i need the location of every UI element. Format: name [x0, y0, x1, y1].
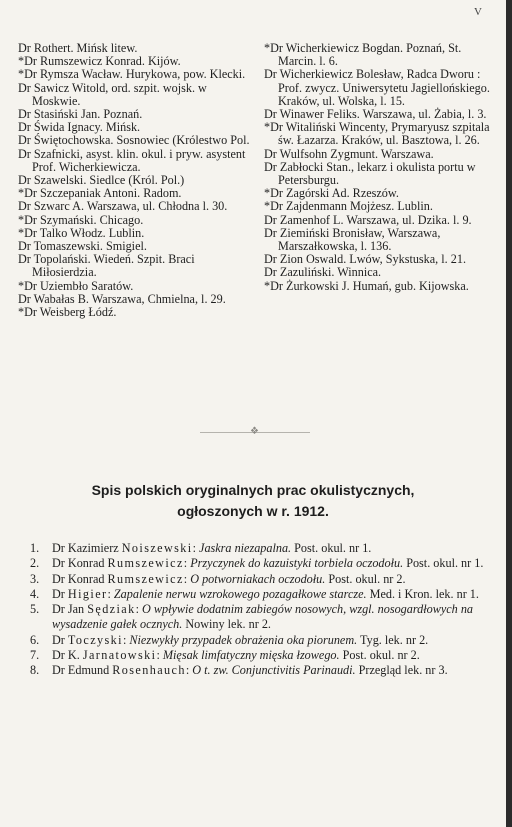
member-entry: Dr Tomaszewski. Smigiel. — [18, 239, 147, 254]
member-entry: Dr Zion Oswald. Lwów, Sykstuska, l. 21. — [264, 252, 466, 267]
member-entry: *Dr Zagórski Ad. Rzeszów. — [264, 186, 399, 201]
work-source: Nowiny lek. nr 2. — [185, 617, 271, 632]
member-entry: *Dr Uziembło Saratów. — [18, 278, 134, 293]
work-source: Przegląd lek. nr 3. — [358, 663, 448, 678]
author-surname: Toczyski — [67, 632, 123, 647]
member-entry: *Dr Zajdenmann Mojżesz. Lublin. — [264, 199, 433, 214]
author-first: Dr Kazimierz — [52, 541, 119, 555]
work-source: Post. okul. nr 1. — [406, 556, 484, 571]
work-title: O potworniakach oczodołu. — [190, 571, 326, 586]
member-entry: Dr Sawicz Witold, ord. szpit. wojsk. w Moskwie. — [18, 80, 207, 108]
member-entry: Dr Topolański. Wiedeń. Szpit. Braci Miłosierdzia. — [18, 252, 195, 280]
work-source: Post. okul. nr 2. — [328, 571, 406, 586]
work-title: Zapalenie nerwu wzrokowego pozagałkowe starcze. — [113, 586, 367, 601]
member-entry: *Dr Żurkowski J. Humań, gub. Kijowska. — [264, 278, 469, 293]
publication-item: 5. Dr Jan Sędziak: O wpływie dodatnim zabiegów nosowych, wzgl. nosogardłowych na wysadzenie gałek ocznych. Nowiny lek. nr 2. — [30, 602, 474, 632]
member-entry: *Dr Wicherkiewicz Bogdan. Poznań, St. Marcin. l. 6. — [264, 41, 462, 69]
page-number: V — [474, 6, 482, 18]
author-first: Dr — [52, 586, 65, 601]
publication-item: 1. Dr Kazimierz Noiszewski: Jaskra niezapalna. Post. okul. nr 1. — [30, 541, 372, 555]
work-title: Niezwykły przypadek obrażenia oka piorunem. — [129, 632, 358, 647]
item-number: 3. — [30, 571, 40, 586]
heading-line-2: ogłoszonych w r. 1912. — [177, 503, 329, 519]
section-heading — [0, 480, 506, 522]
member-entry: Dr Winawer Feliks. Warszawa, ul. Żabia, l. 3. — [264, 107, 487, 122]
member-entry: Dr Wicherkiewicz Bolesław, Radca Dworu : Prof. zwycz. Uniwersytetu Jagiellońskiego. Kraków, ul. Wolska, l. 15. — [264, 67, 490, 108]
member-entry: *Dr Witaliński Wincenty, Prymaryusz szpitala św. Łazarza. Kraków, ul. Basztowa, l. 26. — [264, 120, 490, 148]
author-first: Dr — [52, 632, 65, 647]
work-title: Mięsak limfatyczny mięska łzowego. — [162, 648, 340, 663]
work-source: Post. okul. nr 1. — [294, 541, 372, 555]
author-surname: Sędziak — [87, 602, 136, 617]
member-entry: Dr Zamenhof L. Warszawa, ul. Dzika. l. 9. — [264, 212, 472, 227]
members-list-right — [264, 42, 494, 293]
publication-item: 4. Dr Higier: Zapalenie nerwu wzrokowego pozagałkowe starcze. Med. i Kron. lek. nr 1. — [30, 586, 479, 601]
author-surname: Rumszewicz — [107, 556, 184, 571]
work-title: Przyczynek do kazuistyki torbiela oczodołu. — [190, 556, 404, 571]
publication-item: 6. Dr Toczyski: Niezwykły przypadek obrażenia oka piorunem. Tyg. lek. nr 2. — [30, 632, 429, 647]
author-surname: Rosenhauch — [112, 663, 186, 678]
work-title: Jaskra niezapalna. — [199, 541, 292, 555]
work-source: Med. i Kron. lek. nr 1. — [369, 586, 479, 601]
member-entry: Dr Wulfsohn Zygmunt. Warszawa. — [264, 146, 434, 161]
member-entry: *Dr Szymański. Chicago. — [18, 212, 144, 227]
member-entry: *Dr Weisberg Łódź. — [18, 305, 117, 320]
members-list-left — [18, 42, 250, 319]
member-entry: Dr Rothert. Mińsk litew. — [18, 41, 138, 55]
member-entry: Dr Zazuliński. Winnica. — [264, 265, 382, 280]
item-number: 2. — [30, 556, 40, 571]
item-number: 5. — [30, 602, 40, 617]
item-number: 8. — [30, 663, 40, 678]
item-number: 6. — [30, 632, 40, 647]
publication-list — [22, 541, 492, 679]
publication-item: 7. Dr K. Jarnatowski: Mięsak limfatyczny mięska łzowego. Post. okul. nr 2. — [30, 648, 420, 663]
scan-edge — [506, 0, 512, 827]
member-entry: *Dr Szczepaniak Antoni. Radom. — [18, 186, 182, 201]
item-number: 4. — [30, 586, 40, 601]
member-entry: Dr Zabłocki Stan., lekarz i okulista portu w Petersburgu. — [264, 159, 476, 188]
author-first: Dr K. — [52, 648, 80, 663]
work-source: Post. okul. nr 2. — [342, 648, 420, 663]
member-entry: Dr Szafnicki, asyst. klin. okul. i pryw. asystent Prof. Wicherkiewicza. — [18, 146, 246, 174]
author-first: Dr Konrad — [52, 571, 105, 586]
publication-item: 8. Dr Edmund Rosenhauch: O t. zw. Conjunctivitis Parinaudi. Przegląd lek. nr 3. — [30, 663, 448, 678]
member-entry: *Dr Talko Włodz. Lublin. — [18, 225, 145, 240]
author-first: Dr Edmund — [52, 663, 110, 678]
member-entry: *Dr Rymsza Wacław. Hurykowa, pow. Klecki. — [18, 67, 246, 82]
heading-line-1: Spis polskich oryginalnych prac okulistycznych, — [91, 482, 415, 498]
member-entry: Dr Świętochowska. Sosnowiec (Królestwo Pol. — [18, 133, 250, 148]
author-first: Dr Jan — [52, 602, 85, 617]
author-surname: Noiszewski — [121, 541, 193, 555]
member-entry: Dr Stasiński Jan. Poznań. — [18, 107, 143, 122]
publication-item: 3. Dr Konrad Rumszewicz: O potworniakach oczodołu. Post. okul. nr 2. — [30, 571, 406, 586]
work-title: O wpływie dodatnim zabiegów nosowych, wzgl. nosogardłowych na wysadzenie gałek ocznych. — [52, 602, 474, 632]
member-entry: Dr Wabałas B. Warszawa, Chmielna, l. 29. — [18, 291, 226, 306]
work-title: O t. zw. Conjunctivitis Parinaudi. — [192, 663, 356, 678]
member-entry: Dr Ziemiński Bronisław, Warszawa, Marszałkowska, l. 136. — [264, 225, 441, 254]
publication-item: 2. Dr Konrad Rumszewicz: Przyczynek do kazuistyki torbiela oczodołu. Post. okul. nr 1. — [30, 556, 484, 571]
work-source: Tyg. lek. nr 2. — [360, 632, 429, 647]
author-first: Dr Konrad — [52, 556, 105, 571]
member-entry: Dr Szwarc A. Warszawa, ul. Chłodna l. 30. — [18, 199, 228, 214]
member-entry: Dr Szawelski. Siedlce (Król. Pol.) — [18, 173, 185, 188]
author-surname: Rumszewicz — [107, 571, 184, 586]
author-surname: Jarnatowski — [82, 648, 157, 663]
item-number: 7. — [30, 648, 40, 663]
member-entry: *Dr Rumszewicz Konrad. Kijów. — [18, 54, 181, 69]
item-number: 1. — [30, 541, 40, 555]
author-surname: Higier — [67, 586, 108, 601]
divider-ornament-icon: ❖ — [250, 426, 259, 437]
member-entry: Dr Świda Ignacy. Mińsk. — [18, 120, 141, 135]
